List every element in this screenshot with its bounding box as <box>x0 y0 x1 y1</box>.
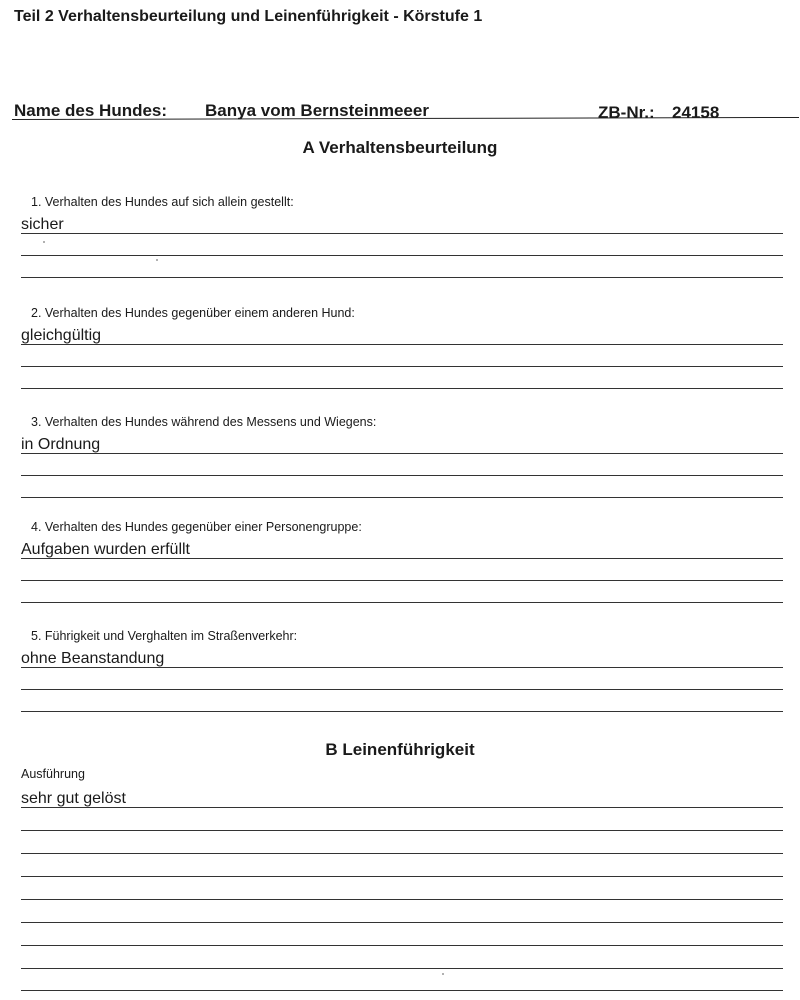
answer-line <box>21 876 783 877</box>
answer-line <box>21 830 783 831</box>
page-title: Teil 2 Verhaltensbeurteilung und Leinenführigkeit - Körstufe 1 <box>14 8 483 25</box>
answer-3: in Ordnung <box>21 436 101 453</box>
question-3: 3. Verhalten des Hundes während des Messens und Wiegens: <box>31 415 377 429</box>
answer-2: gleichgültig <box>21 327 102 344</box>
answer-line <box>21 497 783 498</box>
answer-5: ohne Beanstandung <box>21 650 165 667</box>
answer-line <box>21 602 783 603</box>
answer-line <box>21 667 783 668</box>
answer-line <box>21 580 783 581</box>
answer-line <box>21 453 783 454</box>
scan-speck <box>156 259 158 261</box>
scan-speck <box>43 241 45 243</box>
question-4: 4. Verhalten des Hundes gegenüber einer Personengruppe: <box>31 520 362 534</box>
answer-line <box>21 922 783 923</box>
answer-line <box>21 233 783 234</box>
answer-line <box>21 277 783 278</box>
answer-line <box>21 899 783 900</box>
zb-number-value: 24158 <box>672 103 720 122</box>
answer-line <box>21 945 783 946</box>
answer-line <box>21 344 783 345</box>
answer-line <box>21 711 783 712</box>
dog-name-label: Name des Hundes: <box>14 101 168 120</box>
scan-speck <box>442 973 444 975</box>
execution-label: Ausführung <box>21 767 85 781</box>
question-5: 5. Führigkeit und Verghalten im Straßenverkehr: <box>31 629 298 643</box>
answer-1: sicher <box>21 216 64 233</box>
answer-line <box>21 366 783 367</box>
question-2: 2. Verhalten des Hundes gegenüber einem anderen Hund: <box>31 306 355 320</box>
answer-4: Aufgaben wurden erfüllt <box>21 541 190 558</box>
answer-line <box>21 853 783 854</box>
zb-number-label: ZB-Nr.: <box>598 103 655 122</box>
answer-line <box>21 968 783 969</box>
answer-line <box>21 255 783 256</box>
answer-b: sehr gut gelöst <box>21 790 126 807</box>
answer-line <box>21 807 783 808</box>
question-1: 1. Verhalten des Hundes auf sich allein gestellt: <box>31 195 294 209</box>
answer-line <box>21 990 783 991</box>
answer-line <box>21 689 783 690</box>
section-b-heading: B Leinenführigkeit <box>325 740 475 759</box>
answer-line <box>21 558 783 559</box>
section-a-heading: A Verhaltensbeurteilung <box>302 138 498 157</box>
answer-line <box>21 388 783 389</box>
answer-line <box>21 475 783 476</box>
dog-name-value: Banya vom Bernsteinmeeer <box>205 101 429 120</box>
